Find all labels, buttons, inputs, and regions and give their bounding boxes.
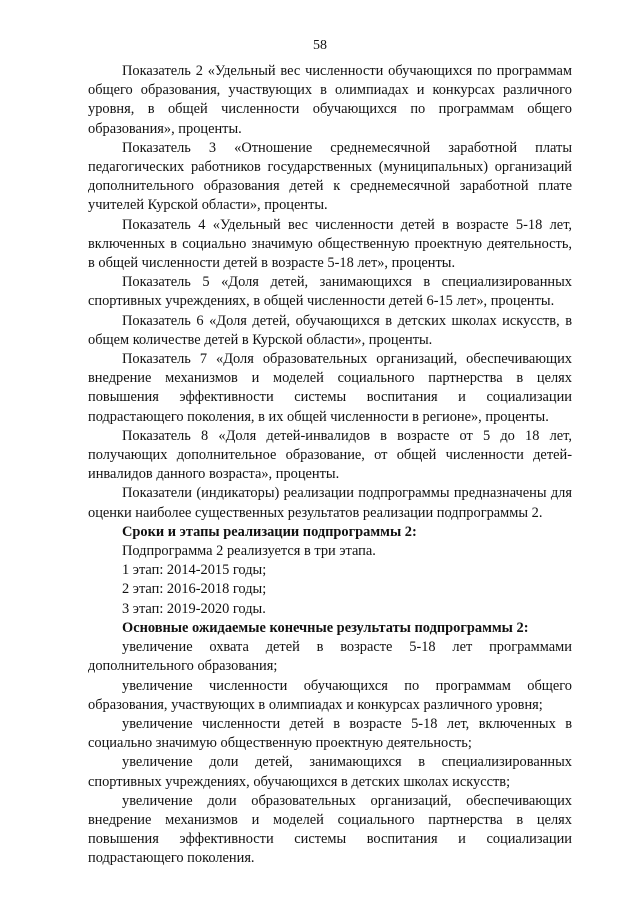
document-body [88, 62, 572, 869]
stage-item: 2 этап: 2016-2018 годы; [122, 581, 267, 598]
results-heading: Основные ожидаемые конечные результаты подпрограммы 2: [122, 619, 529, 636]
stage-item: 3 этап: 2019-2020 годы. [122, 600, 266, 617]
indicator-4-paragraph: Показатель 4 «Удельный вес численности детей в возрасте 5-18 лет, включенных в социально значимую общественную проектную деятельность, в общей численности детей в возрасте 5-18 лет», проценты. [88, 216, 572, 272]
stage-item: 1 этап: 2014-2015 годы; [122, 562, 267, 579]
indicator-8-paragraph: Показатель 8 «Доля детей-инвалидов в возрасте от 5 до 18 лет, получающих дополнительное образование, от общей численности детей-инвалидов данного возраста», проценты. [88, 427, 572, 483]
page-number: 58 [313, 38, 327, 53]
indicator-3-paragraph: Показатель 3 «Отношение среднемесячной заработной платы педагогических работников государственных (муниципальных) организаций дополнительного образования детей к среднемесячной заработной плате учителей Курской области», проценты. [88, 139, 572, 214]
result-item: увеличение доли детей, занимающихся в специализированных спортивных учреждениях, обучающихся в детских школах искусств; [88, 754, 572, 790]
indicators-purpose-paragraph: Показатели (индикаторы) реализации подпрограммы предназначены для оценки наиболее существенных результатов реализации подпрограммы 2. [88, 485, 572, 521]
indicator-7-paragraph: Показатель 7 «Доля образовательных организаций, обеспечивающих внедрение механизмов и моделей социального партнерства в целях повышения эффективности системы воспитания и социализации подрастающего поколения, в их общей численности в регионе», проценты. [88, 351, 572, 425]
indicator-6-paragraph: Показатель 6 «Доля детей, обучающихся в детских школах искусств, в общем количестве детей в Курской области», проценты. [88, 312, 572, 348]
result-item: увеличение численности детей в возрасте 5-18 лет, включенных в социально значимую общественную проектную деятельность; [88, 715, 572, 752]
result-item: увеличение охвата детей в возрасте 5-18 лет программами дополнительного образования; [88, 639, 572, 675]
stages-intro: Подпрограмма 2 реализуется в три этапа. [122, 543, 376, 560]
indicator-5-paragraph: Показатель 5 «Доля детей, занимающихся в специализированных спортивных учреждениях, в общей численности детей 6-15 лет», проценты. [88, 274, 572, 310]
result-item: увеличение доли образовательных организаций, обеспечивающих внедрение механизмов и моделей социального партнерства в целях повышения эффективности системы воспитания и социализации подрастающего поколения. [88, 792, 572, 867]
result-item: увеличение численности обучающихся по программам общего образования, участвующих в олимпиадах и конкурсах различного уровня; [88, 677, 572, 713]
indicator-2-paragraph: Показатель 2 «Удельный вес численности обучающихся по программам общего образования, участвующих в олимпиадах и конкурсах различного уровня, в общей численности обучающихся по программам общего образования», проценты. [88, 63, 572, 137]
stages-heading: Сроки и этапы реализации подпрограммы 2: [122, 523, 417, 540]
